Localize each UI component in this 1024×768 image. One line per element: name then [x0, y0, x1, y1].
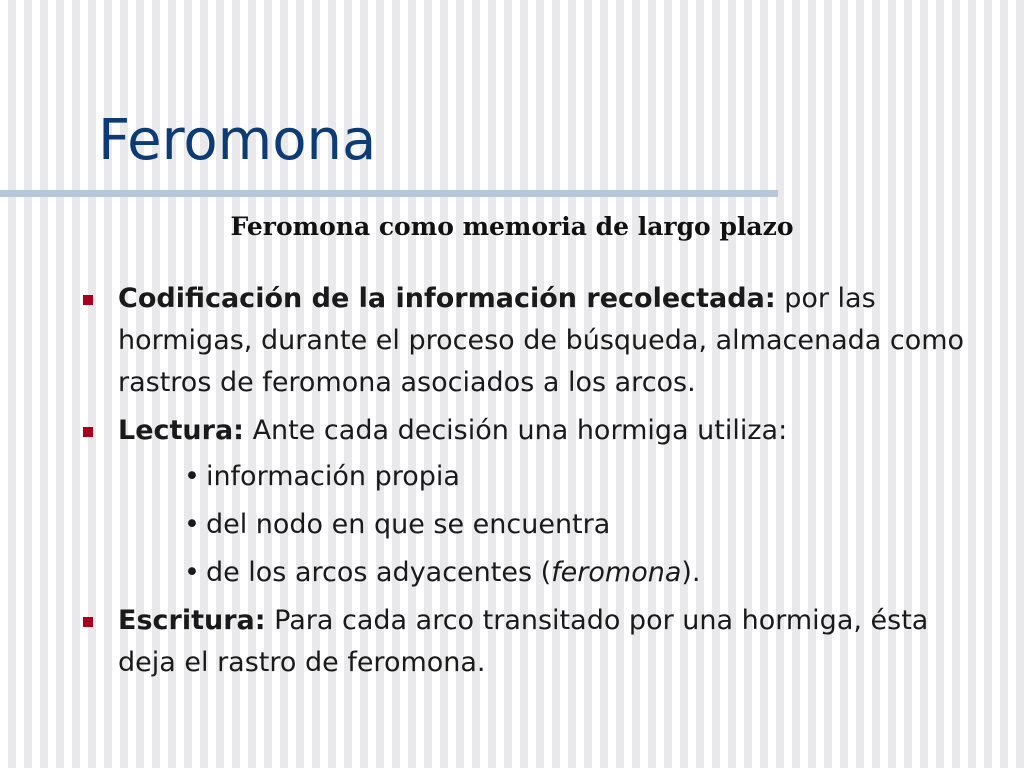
title-underline-rule — [0, 190, 778, 197]
sub-bullet-item — [0, 456, 994, 498]
sub-bullet-list — [0, 456, 994, 594]
square-bullet-icon — [83, 295, 93, 305]
bullet-heading: Escritura: — [118, 605, 266, 636]
slide-subtitle: Feromona como memoria de largo plazo — [230, 212, 794, 241]
bullet-heading: Codificación de la información recolectada: — [118, 283, 776, 314]
sub-bullet-text: información propia — [205, 461, 460, 492]
dot-bullet-icon: • — [184, 557, 200, 588]
bullet-codificacion — [0, 278, 1024, 404]
bullet-list — [0, 278, 1024, 690]
sub-bullet-text-end: ). — [681, 557, 701, 588]
dot-bullet-icon: • — [184, 509, 200, 540]
square-bullet-icon — [83, 617, 93, 627]
sub-bullet-text: de los arcos adyacentes ( — [205, 557, 552, 588]
sub-bullet-text: del nodo en que se encuentra — [205, 509, 611, 540]
sub-bullet-emphasis: feromona — [551, 557, 682, 588]
bullet-text: por las hormigas, durante el proceso de búsqueda, almacenada como rastros de feromona asociados a los arcos. — [118, 283, 965, 398]
square-bullet-icon — [83, 427, 93, 437]
bullet-heading: Lectura: — [118, 415, 244, 446]
bullet-text: Para cada arco transitado por una hormiga, ésta deja el rastro de feromona. — [118, 605, 929, 678]
sub-bullet-item — [0, 552, 994, 594]
bullet-lectura — [0, 410, 1024, 594]
dot-bullet-icon: • — [184, 461, 200, 492]
bullet-text: Ante cada decisión una hormiga utiliza: — [243, 415, 788, 446]
slide-title: Feromona — [98, 108, 377, 173]
bullet-escritura — [0, 600, 1024, 684]
sub-bullet-item — [0, 504, 994, 546]
